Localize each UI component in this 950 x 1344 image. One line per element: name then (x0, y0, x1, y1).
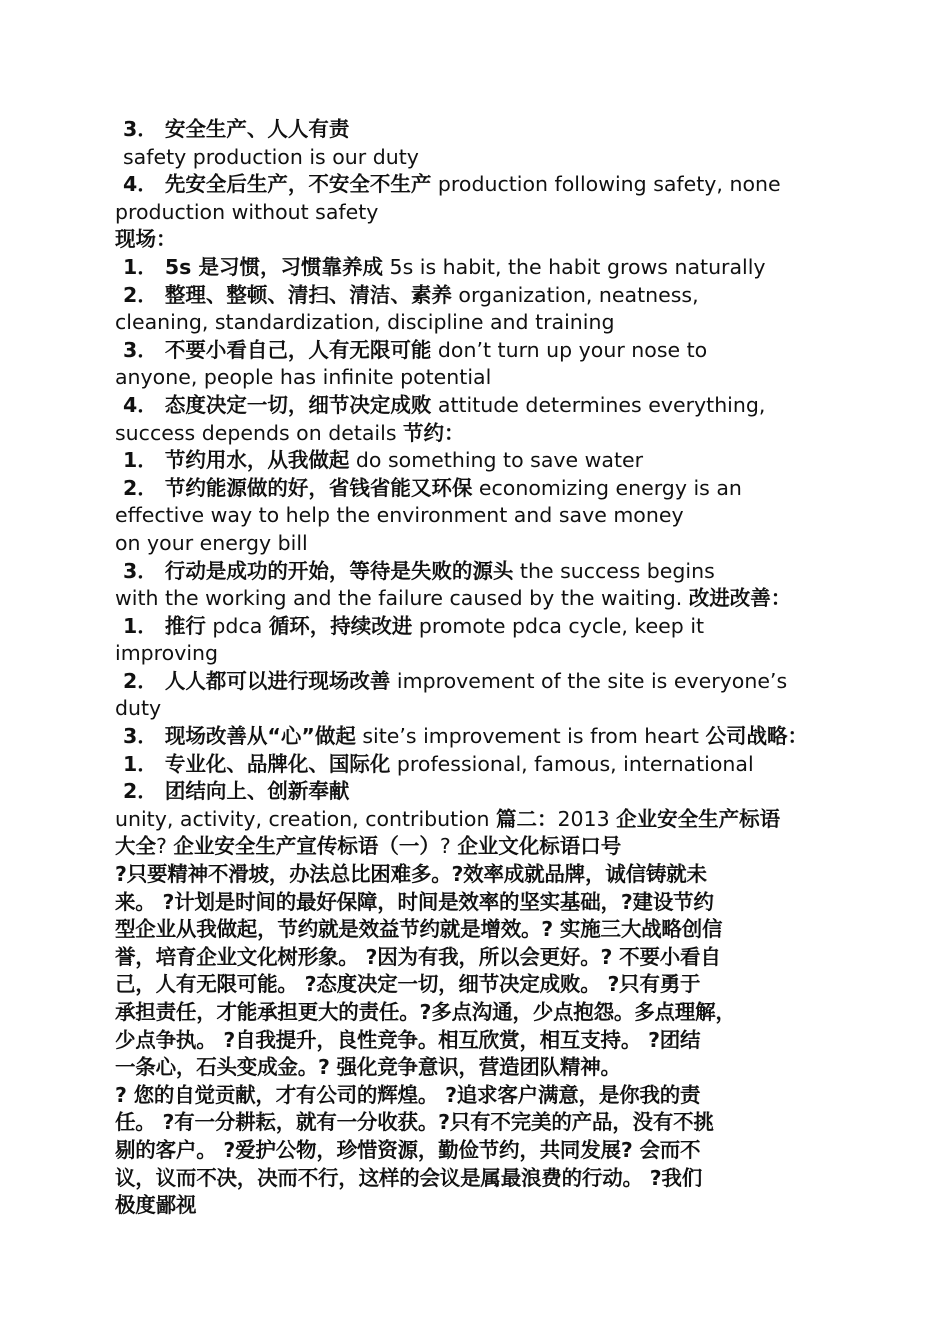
text-line: 2． 人人都可以进行现场改善 improvement of the site is everyone’s (123, 668, 788, 693)
paragraph-line: 极度鄙视 (115, 1193, 197, 1218)
paragraph-line: 任。 ?有一分耕耘，就有一分收获。?只有不完美的产品，没有不挑 (115, 1110, 714, 1135)
text-line: 大全? 企业安全生产宣传标语（一）? 企业文化标语口号 (115, 834, 622, 859)
document-page (115, 116, 840, 1220)
text-line: improving (115, 641, 219, 666)
slogan-paragraph (115, 861, 840, 1220)
text-line: anyone, people has infinite potential (115, 365, 492, 390)
text-line: 1． 推行 pdca 循环，持续改进 promote pdca cycle, keep it (123, 613, 705, 638)
paragraph-line: ?只要精神不滑坡，办法总比困难多。?效率成就品牌，诚信铸就未 (115, 862, 707, 887)
paragraph-line: 来。 ?计划是时间的最好保障，时间是效率的坚实基础，?建设节约 (115, 889, 714, 914)
paragraph-line: 承担责任，才能承担更大的责任。?多点沟通，少点抱怨。多点理解， (115, 1000, 736, 1024)
text-line: 3． 不要小看自己，人有无限可能 don’t turn up your nose to (123, 337, 708, 362)
text-line: 3． 行动是成功的开始，等待是失败的源头 the success begins (123, 558, 715, 583)
text-line: 1． 专业化、品牌化、国际化 professional, famous, international (123, 751, 754, 776)
text-line: success depends on details 节约： (115, 420, 465, 445)
paragraph-line: 己，人有无限可能。 ?态度决定一切，细节决定成败。 ?只有勇于 (115, 972, 701, 997)
text-line: duty (115, 696, 162, 721)
text-line: production without safety (115, 199, 379, 224)
text-line: on your energy bill (115, 530, 308, 555)
text-line: 3． 现场改善从“心”做起 site’s improvement is from heart 公司战略： (123, 724, 808, 749)
paragraph-line: 型企业从我做起，节约就是效益节约就是增效。? 实施三大战略创信 (115, 917, 723, 942)
paragraph-line: 一条心，石头变成金。? 强化竞争意识，营造团队精神。 (115, 1055, 621, 1080)
paragraph-line: 誉，培育企业文化树形象。 ?因为有我，所以会更好。? 不要小看自 (115, 944, 721, 969)
paragraph-line: 少点争执。 ?自我提升，良性竞争。相互欣赏，相互支持。 ?团结 (115, 1027, 701, 1052)
paragraph-line: 议，议而不决，决而不行，这样的会议是属最浪费的行动。 ?我们 (115, 1165, 703, 1190)
text-line: cleaning, standardization, discipline and training (115, 310, 615, 335)
text-line: safety production is our duty (123, 144, 419, 169)
text-line: 1． 5s 是习惯，习惯靠养成 5s is habit, the habit grows naturally (123, 254, 766, 279)
section-heading: 现场： (115, 227, 177, 252)
text-line: unity, activity, creation, contribution 篇二：2013 企业安全生产标语 (115, 806, 781, 831)
text-line: with the working and the failure caused by the waiting. 改进改善： (115, 586, 792, 611)
text-line: 4． 先安全后生产，不安全不生产 production following safety, none (123, 172, 781, 197)
text-line: 2． 整理、整顿、清扫、清洁、素养 organization, neatness, (123, 282, 699, 307)
paragraph-line: ? 您的自觉贡献，才有公司的辉煌。 ?追求客户满意，是你我的责 (115, 1082, 701, 1107)
text-line: 2． 团结向上、创新奉献 (123, 779, 350, 804)
text-line: effective way to help the environment and save money (115, 503, 684, 528)
paragraph-line: 剔的客户。 ?爱护公物，珍惜资源，勤俭节约，共同发展? 会而不 (115, 1137, 701, 1162)
text-line: 4． 态度决定一切，细节决定成败 attitude determines everything, (123, 392, 766, 417)
text-line: 1． 节约用水，从我做起 do something to save water (123, 448, 644, 473)
text-line: 2． 节约能源做的好，省钱省能又环保 economizing energy is an (123, 475, 742, 500)
text-line: 3． 安全生产、人人有责 (123, 117, 350, 141)
